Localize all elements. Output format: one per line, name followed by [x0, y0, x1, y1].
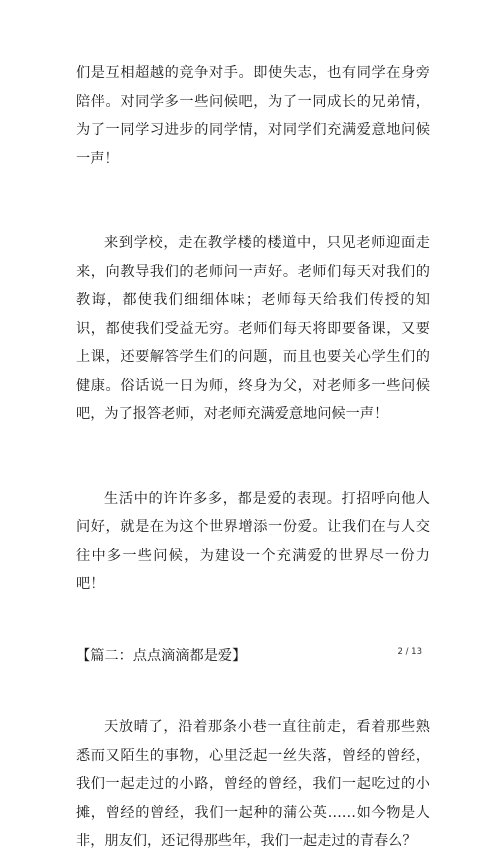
document-body [76, 59, 430, 856]
paragraph-spacer [76, 173, 430, 229]
section-heading: 【篇二：点点滴滴都是爱】 [76, 647, 247, 664]
paragraph-classmates: 们是互相超越的竞争对手。即使失志，也有同学在身旁陪伴。对同学多一些问候吧，为了一同成长的兄弟情，为了一同学习进步的同学情，对同学们充满爱意地问候一声！ [76, 65, 430, 167]
paragraph-spacer [76, 429, 430, 485]
paragraph-youth: 天放晴了，沿着那条小巷一直往前走，看着那些熟悉而又陌生的事物，心里泛起一丝失落，曾经的曾经，我们一起走过的小路，曾经的曾经，我们一起吃过的小摊，曾经的曾经，我们一起种的蒲公英……如今物是人非，朋友们，还记得那些年，我们一起走过的青春么？ [76, 719, 430, 849]
paragraph-teachers: 来到学校，走在教学楼的楼道中，只见老师迎面走来，向教导我们的老师问一声好。老师们每天对我们的教诲，都使我们细细体味；老师每天给我们传授的知识，都使我们受益无穷。老师们每天将即要备课，又要上课，还要解答学生们的问题，而且也要关心学生们的健康。俗话说一日为师，终身为父，对老师多一些问候吧，为了报答老师，对老师充满爱意地问候一声！ [76, 235, 430, 422]
paragraph-life: 生活中的许许多多，都是爱的表现。打招呼向他人问好，就是在为这个世界增添一份爱。让我们在与人交往中多一些问候，为建设一个充满爱的世界尽一份力吧！ [76, 490, 430, 592]
paragraph-spacer [76, 599, 430, 642]
page-number: 2 / 13 [397, 647, 422, 657]
